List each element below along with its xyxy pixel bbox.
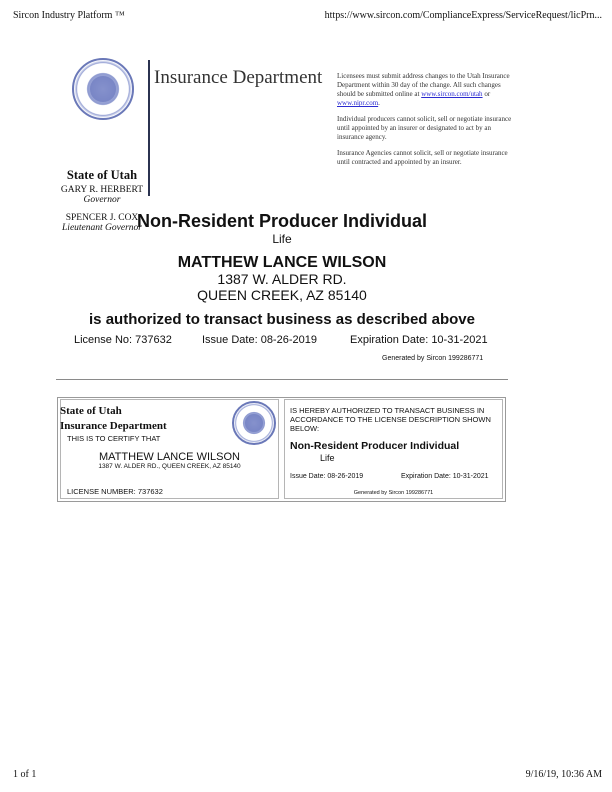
generated-by: Generated by Sircon 199286771 bbox=[382, 355, 484, 362]
card-department: Insurance Department bbox=[60, 420, 167, 432]
notice-text: Licensees must submit address changes to the Utah Insurance Department within 30 day of the change. All such changes should be submitted online at bbox=[337, 72, 510, 98]
card-license-type: Non-Resident Producer Individual bbox=[290, 440, 460, 452]
cut-line-divider bbox=[56, 379, 508, 380]
print-header-url: https://www.sircon.com/ComplianceExpress/ServiceRequest/licPrn... bbox=[324, 10, 602, 21]
lt-governor-name: SPENCER J. COX bbox=[65, 213, 139, 223]
expiration-date: Expiration Date: 10-31-2021 bbox=[350, 334, 488, 346]
notice-agencies: Insurance Agencies cannot solicit, sell or negotiate insurance until contracted and appointed by an insurer. bbox=[337, 149, 508, 166]
authorization-statement: is authorized to transact business as described above bbox=[89, 311, 475, 328]
notice-text: or bbox=[482, 90, 491, 98]
governor-name: GARY R. HERBERT bbox=[60, 185, 144, 195]
card-generated-by: Generated by Sircon 199286771 bbox=[353, 490, 434, 496]
lt-governor-title: Lieutenant Governor bbox=[62, 223, 142, 233]
card-state: State of Utah bbox=[60, 405, 122, 417]
print-timestamp: 9/16/19, 10:36 AM bbox=[525, 769, 602, 780]
utah-state-seal-icon bbox=[72, 58, 134, 120]
card-seal-icon bbox=[232, 401, 276, 445]
print-header-title: Sircon Industry Platform ™ bbox=[13, 10, 125, 21]
card-license-number: LICENSE NUMBER: 737632 bbox=[67, 487, 163, 496]
card-address: 1387 W. ALDER RD., QUEEN CREEK, AZ 85140 bbox=[98, 463, 241, 470]
notice-address-changes bbox=[337, 72, 519, 108]
address-line-2: QUEEN CREEK, AZ 85140 bbox=[197, 287, 367, 303]
card-certify-text: THIS IS TO CERTIFY THAT bbox=[67, 434, 161, 443]
licensee-name: MATTHEW LANCE WILSON bbox=[177, 254, 387, 271]
card-line-of-authority: Life bbox=[320, 453, 335, 463]
license-number: License No: 737632 bbox=[74, 334, 172, 346]
line-of-authority: Life bbox=[272, 232, 292, 246]
state-name: State of Utah bbox=[66, 168, 138, 182]
card-issue-date: Issue Date: 08-26-2019 bbox=[290, 473, 364, 480]
governor-title: Governor bbox=[83, 195, 121, 205]
page-count: 1 of 1 bbox=[13, 769, 37, 780]
issue-date: Issue Date: 08-26-2019 bbox=[202, 334, 317, 346]
letterhead-divider bbox=[148, 60, 150, 196]
sircon-utah-link[interactable]: www.sircon.com/utah bbox=[421, 90, 483, 98]
nipr-link[interactable]: www.nipr.com bbox=[337, 99, 379, 107]
address-line-1: 1387 W. ALDER RD. bbox=[217, 271, 347, 287]
card-licensee-name: MATTHEW LANCE WILSON bbox=[99, 451, 240, 463]
notice-individual-producers: Individual producers cannot solicit, sell or negotiate insurance until appointed by an insurer or designated to act by an insurance agency. bbox=[337, 115, 512, 141]
notice-block bbox=[337, 72, 519, 174]
card-authorization-text: IS HEREBY AUTHORIZED TO TRANSACT BUSINESS IN ACCORDANCE TO THE LICENSE DESCRIPTION SHOWN BELOW: bbox=[290, 406, 491, 433]
card-issuer bbox=[60, 404, 167, 434]
card-expiration-date: Expiration Date: 10-31-2021 bbox=[401, 473, 489, 480]
notice-text: . bbox=[378, 99, 380, 107]
license-type: Non-Resident Producer Individual bbox=[136, 211, 428, 231]
department-title: Insurance Department bbox=[154, 67, 323, 88]
